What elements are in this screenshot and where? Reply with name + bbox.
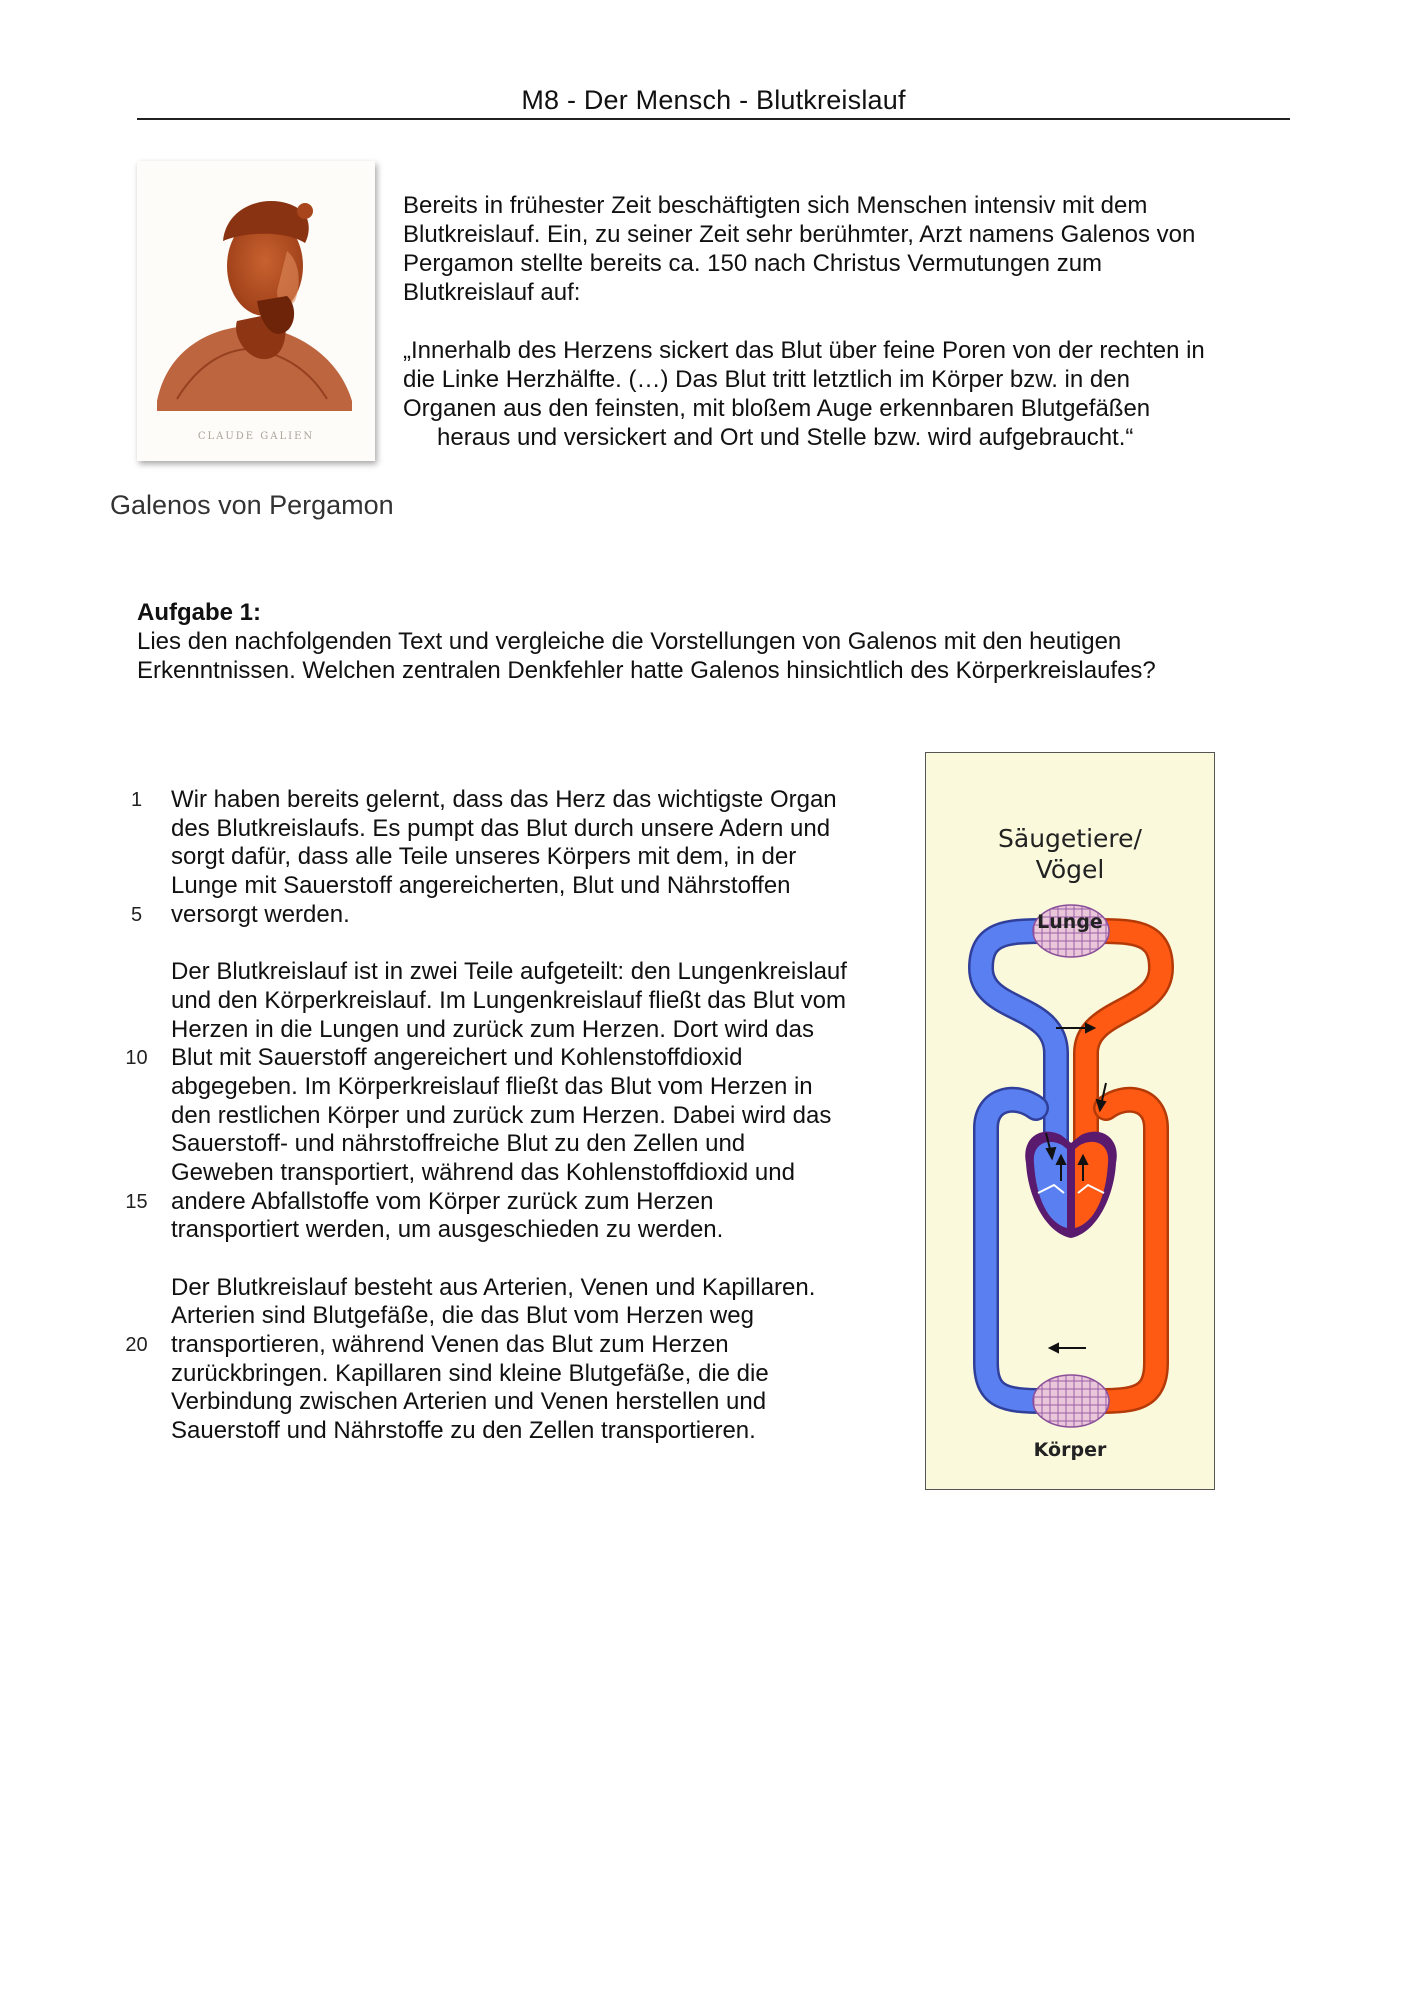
line-text: transportiert werden, um ausgeschieden zu werden. [171, 1216, 724, 1244]
text-line [120, 843, 920, 872]
line-text: Sauerstoff und Nährstoffe zu den Zellen transportieren. [171, 1417, 756, 1445]
numbered-reading-text [120, 786, 920, 1446]
line-text: transportieren, während Venen das Blut zum Herzen [171, 1331, 729, 1359]
text-line [120, 1159, 920, 1188]
line-number: 15 [125, 1190, 148, 1213]
text-line [120, 1073, 920, 1102]
line-text: Verbindung zwischen Arterien und Venen herstellen und [171, 1388, 767, 1416]
line-text: abgegeben. Im Körperkreislauf fließt das Blut vom Herzen in [171, 1072, 813, 1100]
quote-line: heraus und versickert and Ort und Stelle bzw. wird aufgebraucht.“ [437, 424, 1134, 451]
text-line [120, 1188, 920, 1217]
line-text: Geweben transportiert, während das Kohlenstoffdioxid und [171, 1158, 795, 1186]
line-number: 20 [125, 1334, 148, 1357]
intro-line: Bereits in frühester Zeit beschäftigten sich Menschen intensiv mit dem [403, 192, 1148, 219]
quote-line: die Linke Herzhälfte. (…) Das Blut tritt letztlich im Körper bzw. in den [403, 366, 1130, 393]
text-line [120, 958, 920, 987]
line-text: und den Körperkreislauf. Im Lungenkreislauf fließt das Blut vom [171, 986, 847, 1014]
intro-paragraph [403, 191, 1303, 307]
line-text: andere Abfallstoffe vom Körper zurück zum Herzen [171, 1187, 714, 1215]
line-text: Arterien sind Blutgefäße, die das Blut vom Herzen weg [171, 1302, 754, 1330]
paragraph-gap [120, 1245, 920, 1274]
line-text: des Blutkreislaufs. Es pumpt das Blut durch unsere Adern und [171, 814, 831, 842]
body-label: Körper [1033, 1439, 1107, 1461]
quote-line: „Innerhalb des Herzens sickert das Blut über feine Poren von der rechten in [403, 337, 1205, 364]
engraved-name: CLAUDE GALIEN [197, 431, 315, 442]
line-text: Herzen in die Lungen und zurück zum Herzen. Dort wird das [171, 1015, 814, 1043]
line-text: sorgt dafür, dass alle Teile unseres Körpers mit dem, in der [171, 843, 797, 871]
text-line [120, 872, 920, 901]
line-text: Lunge mit Sauerstoff angereicherten, Blut und Nährstoffen [171, 872, 791, 900]
galenos-portrait [137, 161, 375, 461]
line-number: 5 [130, 903, 143, 926]
text-line [120, 1016, 920, 1045]
task-line: Lies den nachfolgenden Text und vergleiche die Vorstellungen von Galenos mit den heutigen [137, 628, 1122, 655]
text-line [120, 1130, 920, 1159]
intro-line: Pergamon stellte bereits ca. 150 nach Christus Vermutungen zum [403, 250, 1103, 277]
heart-left-half [1075, 1142, 1108, 1228]
text-line [120, 1102, 920, 1131]
task-title: Aufgabe 1: [137, 599, 262, 626]
text-line [120, 1274, 920, 1303]
text-line [120, 1302, 920, 1331]
text-line [120, 1216, 920, 1245]
intro-line: Blutkreislauf auf: [403, 279, 581, 306]
line-text: Der Blutkreislauf ist in zwei Teile aufgeteilt: den Lungenkreislauf [171, 958, 847, 986]
text-line [120, 901, 920, 930]
text-line [120, 1360, 920, 1389]
text-line [120, 815, 920, 844]
diagram-title-line: Vögel [1035, 855, 1105, 884]
text-line [120, 1417, 920, 1446]
lung-label: Lunge [1037, 911, 1103, 933]
line-text: Sauerstoff- und nährstoffreiche Blut zu den Zellen und [171, 1130, 746, 1158]
text-line [120, 1331, 920, 1360]
line-number: 10 [125, 1047, 148, 1070]
line-text: Der Blutkreislauf besteht aus Arterien, Venen und Kapillaren. [171, 1273, 816, 1301]
diagram-title-line: Säugetiere/ [998, 824, 1142, 853]
line-text: Wir haben bereits gelernt, dass das Herz das wichtigste Organ [171, 786, 837, 813]
portrait-caption: Galenos von Pergamon [110, 490, 394, 520]
task-block [137, 598, 1297, 685]
galenos-quote [403, 336, 1303, 452]
portrait-engraving [137, 161, 375, 461]
line-text: versorgt werden. [171, 900, 350, 928]
line-text: den restlichen Körper und zurück zum Herzen. Dabei wird das [171, 1101, 832, 1129]
line-text: zurückbringen. Kapillaren sind kleine Blutgefäße, die die [171, 1359, 769, 1387]
task-line: Erkenntnissen. Welchen zentralen Denkfehler hatte Galenos hinsichtlich des Körperkreislaufes? [137, 657, 1156, 684]
text-line [120, 786, 920, 815]
diagram-title [926, 823, 1214, 885]
line-number: 1 [130, 789, 143, 811]
text-line [120, 1388, 920, 1417]
intro-line: Blutkreislauf. Ein, zu seiner Zeit sehr berühmter, Arzt namens Galenos von [403, 221, 1196, 248]
text-line [120, 987, 920, 1016]
page-header [137, 82, 1290, 120]
line-text: Blut mit Sauerstoff angereichert und Kohlenstoffdioxid [171, 1044, 743, 1072]
paragraph-gap [120, 929, 920, 958]
page-title: M8 - Der Mensch - Blutkreislauf [521, 85, 906, 115]
text-line [120, 1044, 920, 1073]
body-capillaries [1033, 1375, 1109, 1427]
quote-line: Organen aus den feinsten, mit bloßem Auge erkennbaren Blutgefäßen [403, 395, 1151, 422]
circulation-diagram [925, 752, 1215, 1490]
